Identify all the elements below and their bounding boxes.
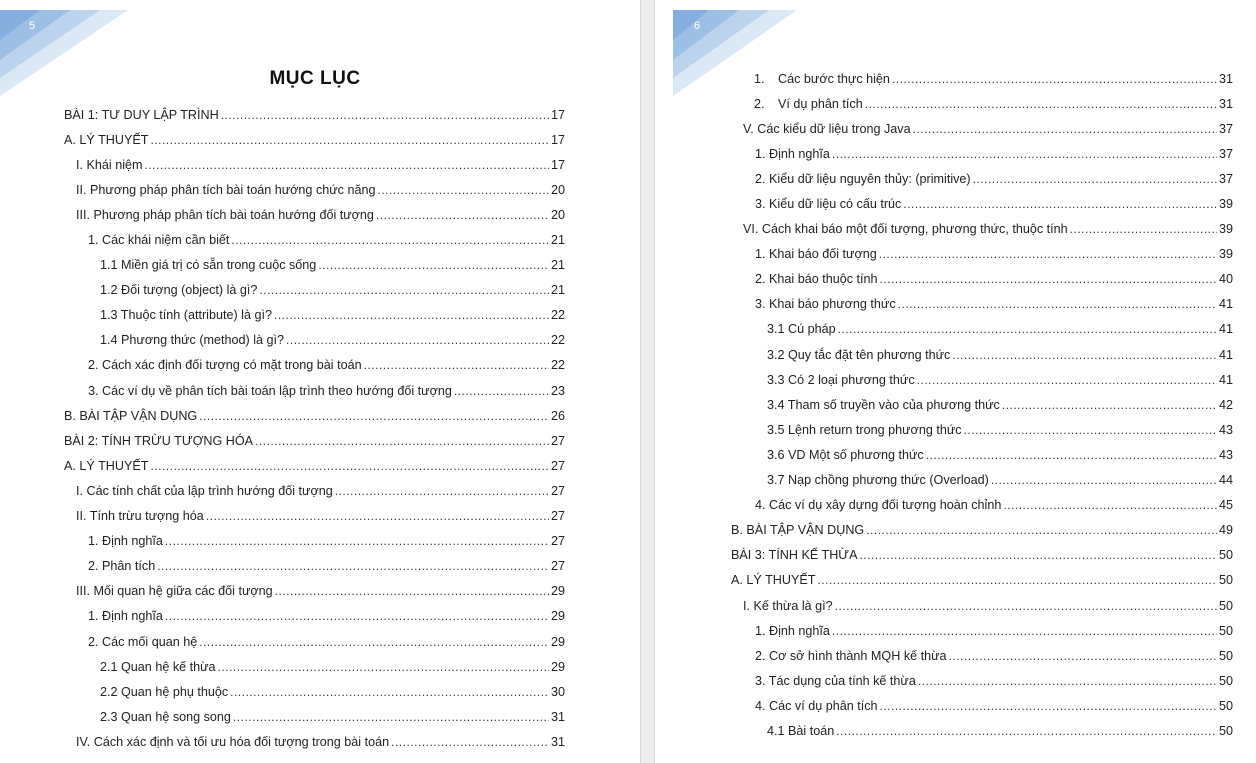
- table-of-contents: [0, 102, 565, 754]
- toc-page-number: 21: [550, 233, 565, 248]
- toc-dot-leader: [892, 72, 1217, 86]
- toc-entry[interactable]: [655, 91, 1233, 116]
- toc-page-number: 27: [550, 483, 565, 498]
- toc-entry-title: 1.4 Phương thức (method) là gì?: [100, 333, 285, 348]
- document-page-right: [655, 0, 1256, 763]
- toc-page-number: 26: [550, 408, 565, 423]
- toc-entry-title: B. BÀI TẬP VẬN DỤNG: [731, 523, 865, 538]
- toc-page-number: 37: [1218, 171, 1233, 186]
- toc-title: MỤC LỤC: [269, 68, 361, 89]
- toc-page-number: 22: [550, 308, 565, 323]
- toc-entry[interactable]: [0, 654, 565, 679]
- toc-entry-title: 3.1 Cú pháp: [767, 322, 836, 337]
- toc-dot-leader: [286, 333, 549, 347]
- toc-entry[interactable]: [0, 378, 565, 403]
- toc-dot-leader: [221, 108, 549, 122]
- toc-entry[interactable]: [655, 668, 1233, 693]
- toc-page-number: 31: [550, 734, 565, 749]
- toc-page-number: 29: [550, 609, 565, 624]
- toc-page-number: 27: [550, 458, 565, 473]
- toc-entry[interactable]: [0, 529, 565, 554]
- toc-entry-title: 1. Khai báo đối tượng: [755, 247, 877, 262]
- toc-dot-leader: [898, 297, 1217, 311]
- toc-page-number: 17: [550, 107, 565, 122]
- toc-dot-leader: [832, 624, 1217, 638]
- toc-entry[interactable]: [0, 729, 565, 754]
- toc-entry-title: IV. Cách xác định và tối ưu hóa đối tượng trong bài toán: [76, 734, 390, 749]
- toc-entry-title: 4. Các ví dụ xây dựng đối tượng hoàn chỉnh: [755, 498, 1002, 513]
- toc-entry[interactable]: [655, 643, 1233, 668]
- toc-entry[interactable]: [655, 718, 1233, 743]
- toc-page-number: 50: [1218, 573, 1233, 588]
- toc-dot-leader: [364, 358, 549, 372]
- toc-page-number: 37: [1218, 121, 1233, 136]
- toc-dot-leader: [318, 258, 549, 272]
- toc-dot-leader: [835, 599, 1217, 613]
- toc-entry[interactable]: [655, 166, 1233, 191]
- toc-entry[interactable]: [0, 604, 565, 629]
- toc-dot-leader: [259, 283, 549, 297]
- toc-page-number: 44: [1218, 473, 1233, 488]
- toc-page-number: 29: [550, 584, 565, 599]
- toc-entry[interactable]: [655, 141, 1233, 166]
- toc-entry-title: 3.5 Lệnh return trong phương thức: [767, 422, 962, 437]
- toc-entry-title: 1.3 Thuộc tính (attribute) là gì?: [100, 308, 272, 323]
- toc-entry[interactable]: [0, 278, 565, 303]
- toc-page-number: 27: [550, 433, 565, 448]
- toc-dot-leader: [866, 523, 1217, 537]
- toc-page-number: 31: [1218, 71, 1233, 86]
- toc-entry-title: B. BÀI TẬP VẬN DỤNG: [64, 408, 198, 423]
- page-number: 5: [29, 20, 36, 32]
- toc-entry-title: 3.2 Quy tắc đặt tên phương thức: [767, 347, 951, 362]
- toc-entry-title: BÀI 1: TƯ DUY LẬP TRÌNH: [64, 107, 219, 122]
- toc-entry[interactable]: [0, 453, 565, 478]
- toc-dot-leader: [859, 548, 1217, 562]
- toc-entry-title: [754, 97, 863, 111]
- toc-entry-title: 3. Kiểu dữ liệu có cấu trúc: [755, 197, 902, 212]
- toc-page-number: 45: [1218, 498, 1233, 513]
- toc-page-number: 21: [550, 283, 565, 298]
- toc-dot-leader: [880, 699, 1217, 713]
- toc-dot-leader: [903, 197, 1217, 211]
- toc-dot-leader: [917, 373, 1217, 387]
- toc-entry-title: 3.6 VD Một số phương thức: [767, 447, 924, 462]
- toc-page-number: 30: [550, 684, 565, 699]
- toc-entry[interactable]: [0, 177, 565, 202]
- toc-dot-leader: [926, 448, 1217, 462]
- toc-dot-leader: [274, 308, 549, 322]
- toc-entry[interactable]: [0, 629, 565, 654]
- toc-page-number: 41: [1218, 322, 1233, 337]
- toc-page-number: 22: [550, 358, 565, 373]
- toc-page-number: 50: [1218, 648, 1233, 663]
- toc-dot-leader: [454, 384, 549, 398]
- toc-entry-number: 2.: [754, 96, 765, 111]
- toc-entry[interactable]: [655, 66, 1233, 91]
- toc-entry-label: Các bước thực hiện: [778, 71, 890, 86]
- toc-entry-title: 3. Tác dụng của tính kế thừa: [755, 673, 916, 688]
- toc-entry-title: BÀI 2: TÍNH TRỪU TƯỢNG HÓA: [64, 433, 254, 448]
- toc-entry-title: 3. Các ví dụ về phân tích bài toán lập trình theo hướng đối tượng: [88, 383, 452, 398]
- toc-entry-title: BÀI 3: TÍNH KẾ THỪA: [731, 548, 858, 563]
- toc-page-number: 21: [550, 258, 565, 273]
- toc-dot-leader: [832, 147, 1217, 161]
- toc-entry-title: V. Các kiểu dữ liệu trong Java: [743, 121, 911, 136]
- toc-entry-title: 2.2 Quan hệ phụ thuộc: [100, 684, 229, 699]
- toc-dot-leader: [964, 423, 1217, 437]
- toc-entry-title: A. LÝ THUYẾT: [64, 132, 149, 147]
- toc-page-number: 37: [1218, 146, 1233, 161]
- toc-dot-leader: [230, 685, 549, 699]
- toc-page-number: 39: [1218, 247, 1233, 262]
- toc-entry[interactable]: [0, 704, 565, 729]
- toc-entry-title: 2. Cách xác định đối tượng có mặt trong bài toán: [88, 358, 362, 373]
- toc-entry[interactable]: [0, 554, 565, 579]
- toc-entry-title: 3. Khai báo phương thức: [755, 297, 896, 312]
- toc-page-number: 50: [1218, 548, 1233, 563]
- toc-page-number: 43: [1218, 447, 1233, 462]
- toc-dot-leader: [865, 97, 1217, 111]
- toc-dot-leader: [1003, 498, 1217, 512]
- toc-page-number: 42: [1218, 397, 1233, 412]
- toc-dot-leader: [952, 348, 1217, 362]
- toc-entry[interactable]: [0, 253, 565, 278]
- toc-entry[interactable]: [655, 442, 1233, 467]
- toc-page-number: 39: [1218, 197, 1233, 212]
- toc-entry-title: 4.1 Bài toán: [767, 723, 835, 738]
- toc-entry[interactable]: [0, 403, 565, 428]
- toc-entry-title: 1. Định nghĩa: [755, 623, 830, 638]
- toc-dot-leader: [150, 133, 549, 147]
- toc-entry-title: III. Mối quan hệ giữa các đối tượng: [76, 584, 273, 599]
- toc-entry[interactable]: [655, 493, 1233, 518]
- toc-entry[interactable]: [0, 227, 565, 252]
- toc-entry-title: 2.1 Quan hệ kế thừa: [100, 659, 216, 674]
- toc-dot-leader: [335, 484, 549, 498]
- toc-entry-title: 1. Các khái niệm cần biết: [88, 233, 230, 248]
- toc-entry[interactable]: [655, 116, 1233, 141]
- toc-page-number: 50: [1218, 623, 1233, 638]
- toc-page-number: 27: [550, 559, 565, 574]
- toc-page-number: 29: [550, 634, 565, 649]
- toc-page-number: 50: [1218, 673, 1233, 688]
- toc-entry[interactable]: [655, 543, 1233, 568]
- toc-entry-title: 1. Định nghĩa: [88, 609, 163, 624]
- toc-dot-leader: [991, 473, 1217, 487]
- page-number: 6: [694, 20, 701, 32]
- toc-entry[interactable]: [655, 267, 1233, 292]
- toc-dot-leader: [913, 122, 1217, 136]
- toc-page-number: 50: [1218, 723, 1233, 738]
- toc-page-number: 23: [550, 383, 565, 398]
- toc-entry[interactable]: [655, 191, 1233, 216]
- toc-page-number: 29: [550, 659, 565, 674]
- toc-dot-leader: [1002, 398, 1217, 412]
- toc-entry-title: 2.3 Quan hệ song song: [100, 709, 231, 724]
- toc-dot-leader: [218, 660, 549, 674]
- toc-entry-title: 2. Khai báo thuộc tính: [755, 272, 878, 287]
- toc-dot-leader: [165, 534, 549, 548]
- toc-entry[interactable]: [0, 303, 565, 328]
- toc-dot-leader: [918, 674, 1217, 688]
- toc-entry[interactable]: [0, 102, 565, 127]
- toc-dot-leader: [836, 724, 1217, 738]
- toc-entry-title: 4. Các ví dụ phân tích: [755, 698, 878, 713]
- toc-dot-leader: [231, 233, 549, 247]
- toc-page-number: 17: [550, 132, 565, 147]
- toc-entry[interactable]: [655, 417, 1233, 442]
- toc-page-number: 39: [1218, 222, 1233, 237]
- toc-entry-number: 1.: [754, 71, 765, 86]
- toc-dot-leader: [838, 322, 1217, 336]
- toc-entry[interactable]: [655, 242, 1233, 267]
- toc-dot-leader: [275, 584, 549, 598]
- toc-entry[interactable]: [655, 568, 1233, 593]
- toc-entry-title: A. LÝ THUYẾT: [731, 573, 816, 588]
- toc-entry[interactable]: [0, 428, 565, 453]
- toc-dot-leader: [1070, 222, 1217, 236]
- toc-dot-leader: [255, 434, 549, 448]
- toc-dot-leader: [150, 459, 549, 473]
- toc-page-number: 31: [550, 709, 565, 724]
- toc-entry-title: I. Kế thừa là gì?: [743, 598, 833, 613]
- toc-dot-leader: [199, 635, 549, 649]
- toc-entry[interactable]: [655, 518, 1233, 543]
- toc-entry[interactable]: [655, 217, 1233, 242]
- toc-dot-leader: [391, 735, 549, 749]
- toc-entry[interactable]: [655, 693, 1233, 718]
- toc-entry[interactable]: [0, 328, 565, 353]
- toc-entry[interactable]: [655, 342, 1233, 367]
- toc-entry[interactable]: [0, 152, 565, 177]
- toc-entry-title: 3.4 Tham số truyền vào của phương thức: [767, 397, 1000, 412]
- toc-entry[interactable]: [0, 127, 565, 152]
- toc-entry-title: [754, 72, 890, 86]
- toc-page-number: 27: [550, 509, 565, 524]
- toc-entry-title: 3.7 Nạp chồng phương thức (Overload): [767, 473, 989, 488]
- toc-entry-title: I. Các tính chất của lập trình hướng đối tượng: [76, 483, 333, 498]
- toc-dot-leader: [233, 710, 549, 724]
- toc-page-number: 31: [1218, 96, 1233, 111]
- toc-entry[interactable]: [655, 468, 1233, 493]
- toc-entry[interactable]: [0, 478, 565, 503]
- toc-entry-label: Ví dụ phân tích: [778, 96, 863, 111]
- table-of-contents: [655, 66, 1233, 744]
- toc-dot-leader: [157, 559, 549, 573]
- toc-page-number: 20: [550, 207, 565, 222]
- toc-page-number: 20: [550, 182, 565, 197]
- toc-entry[interactable]: [655, 367, 1233, 392]
- toc-page-number: 41: [1218, 347, 1233, 362]
- toc-entry-title: 1. Định nghĩa: [755, 146, 830, 161]
- toc-dot-leader: [376, 208, 549, 222]
- toc-entry[interactable]: [0, 504, 565, 529]
- toc-page-number: 41: [1218, 372, 1233, 387]
- toc-entry[interactable]: [0, 579, 565, 604]
- toc-entry-title: A. LÝ THUYẾT: [64, 458, 149, 473]
- toc-entry-title: 2. Các mối quan hệ: [88, 634, 198, 649]
- toc-dot-leader: [880, 272, 1217, 286]
- toc-page-number: 17: [550, 157, 565, 172]
- toc-entry-title: III. Phương pháp phân tích bài toán hướng đối tượng: [76, 207, 374, 222]
- toc-dot-leader: [879, 247, 1217, 261]
- toc-entry-title: 2. Cơ sở hình thành MQH kế thừa: [755, 648, 947, 663]
- toc-entry[interactable]: [655, 292, 1233, 317]
- toc-page-number: 22: [550, 333, 565, 348]
- toc-entry[interactable]: [0, 353, 565, 378]
- toc-page-number: 41: [1218, 297, 1233, 312]
- toc-dot-leader: [199, 409, 549, 423]
- toc-dot-leader: [817, 573, 1217, 587]
- page-gap: [640, 0, 655, 763]
- toc-entry-title: 1.2 Đối tượng (object) là gì?: [100, 283, 258, 298]
- toc-entry-title: II. Phương pháp phân tích bài toán hướng chức năng: [76, 182, 376, 197]
- toc-page-number: 43: [1218, 422, 1233, 437]
- toc-entry[interactable]: [0, 679, 565, 704]
- toc-entry-title: II. Tính trừu tượng hóa: [76, 509, 204, 524]
- toc-dot-leader: [206, 509, 549, 523]
- toc-dot-leader: [165, 609, 549, 623]
- toc-dot-leader: [949, 649, 1217, 663]
- toc-entry-title: 3.3 Có 2 loại phương thức: [767, 372, 915, 387]
- toc-entry-title: I. Khái niệm: [76, 157, 143, 172]
- toc-entry-title: 2. Kiểu dữ liệu nguyên thủy: (primitive): [755, 171, 971, 186]
- toc-dot-leader: [145, 158, 549, 172]
- toc-entry[interactable]: [655, 392, 1233, 417]
- toc-entry[interactable]: [655, 593, 1233, 618]
- toc-page-number: 40: [1218, 272, 1233, 287]
- toc-entry[interactable]: [655, 317, 1233, 342]
- toc-entry-title: 1.1 Miền giá trị có sẵn trong cuộc sống: [100, 258, 317, 273]
- toc-dot-leader: [377, 183, 549, 197]
- toc-page-number: 50: [1218, 598, 1233, 613]
- toc-entry[interactable]: [655, 618, 1233, 643]
- toc-page-number: 49: [1218, 523, 1233, 538]
- toc-entry-title: VI. Cách khai báo một đối tượng, phương thức, thuộc tính: [743, 222, 1068, 237]
- toc-page-number: 50: [1218, 698, 1233, 713]
- toc-entry[interactable]: [0, 202, 565, 227]
- toc-page-number: 27: [550, 534, 565, 549]
- toc-entry-title: 2. Phân tích: [88, 559, 156, 574]
- toc-entry-title: 1. Định nghĩa: [88, 534, 163, 549]
- toc-dot-leader: [973, 172, 1217, 186]
